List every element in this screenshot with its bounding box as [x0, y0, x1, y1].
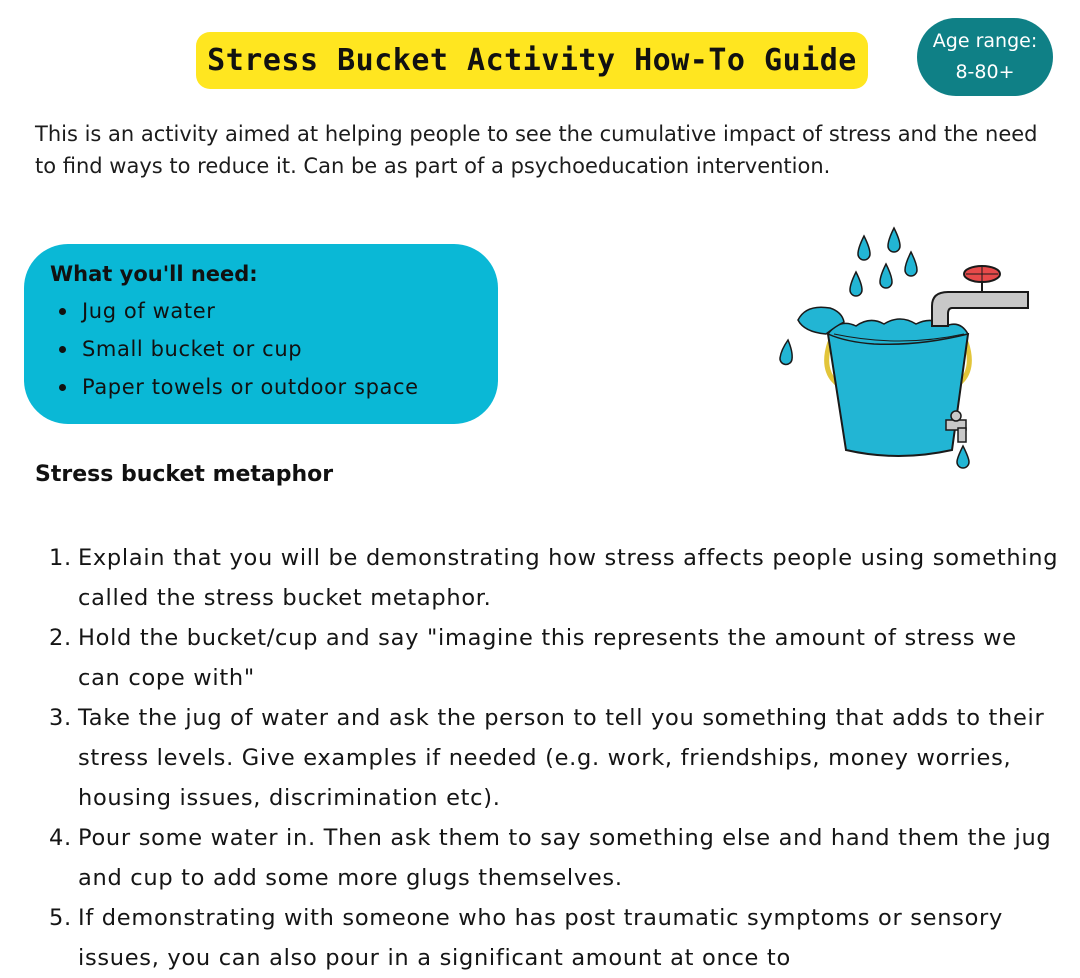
section-heading: Stress bucket metaphor — [35, 462, 334, 487]
requirement-item: Small bucket or cup — [50, 330, 498, 368]
requirements-box — [24, 244, 498, 424]
step-text: Hold the bucket/cup and say "imagine this represents the amount of stress we can cope with" — [78, 625, 1017, 691]
step-text: Take the jug of water and ask the person to tell you something that adds to their stress levels. Give examples if needed (e.g. work, friendships, money worries, housing issues, discrimination etc). — [78, 705, 1045, 811]
requirement-item: Jug of water — [50, 292, 498, 330]
step-item — [35, 818, 1065, 898]
intro-paragraph: This is an activity aimed at helping people to see the cumulative impact of stress and the need to find ways to reduce it. Can be as part of a psychoeducation intervention. — [35, 122, 1038, 178]
age-range-label: Age range: — [932, 30, 1038, 52]
requirements-heading: What you'll need: — [50, 262, 258, 286]
age-range-badge — [917, 18, 1053, 96]
requirements-list — [50, 292, 498, 406]
requirement-item: Paper towels or outdoor space — [50, 368, 498, 406]
step-item — [35, 618, 1065, 698]
step-text: If demonstrating with someone who has post traumatic symptoms or sensory issues, you can also pour in a significant amount at once to — [78, 905, 1004, 971]
step-number: 3. — [49, 705, 72, 731]
step-number: 4. — [49, 825, 72, 851]
page-title: Stress Bucket Activity How-To Guide — [196, 32, 868, 89]
step-item — [35, 898, 1065, 978]
step-number: 2. — [49, 625, 72, 651]
steps-list — [35, 538, 1065, 978]
bucket-with-tap-icon — [770, 222, 1040, 472]
step-number: 5. — [49, 905, 72, 931]
step-text: Explain that you will be demonstrating how stress affects people using something called the stress bucket metaphor. — [78, 545, 1059, 611]
step-item — [35, 538, 1065, 618]
age-range-value: 8-80+ — [955, 61, 1015, 83]
step-text: Pour some water in. Then ask them to say something else and hand them the jug and cup to add some more glugs themselves. — [78, 825, 1052, 891]
step-item — [35, 698, 1065, 818]
step-number: 1. — [49, 545, 72, 571]
